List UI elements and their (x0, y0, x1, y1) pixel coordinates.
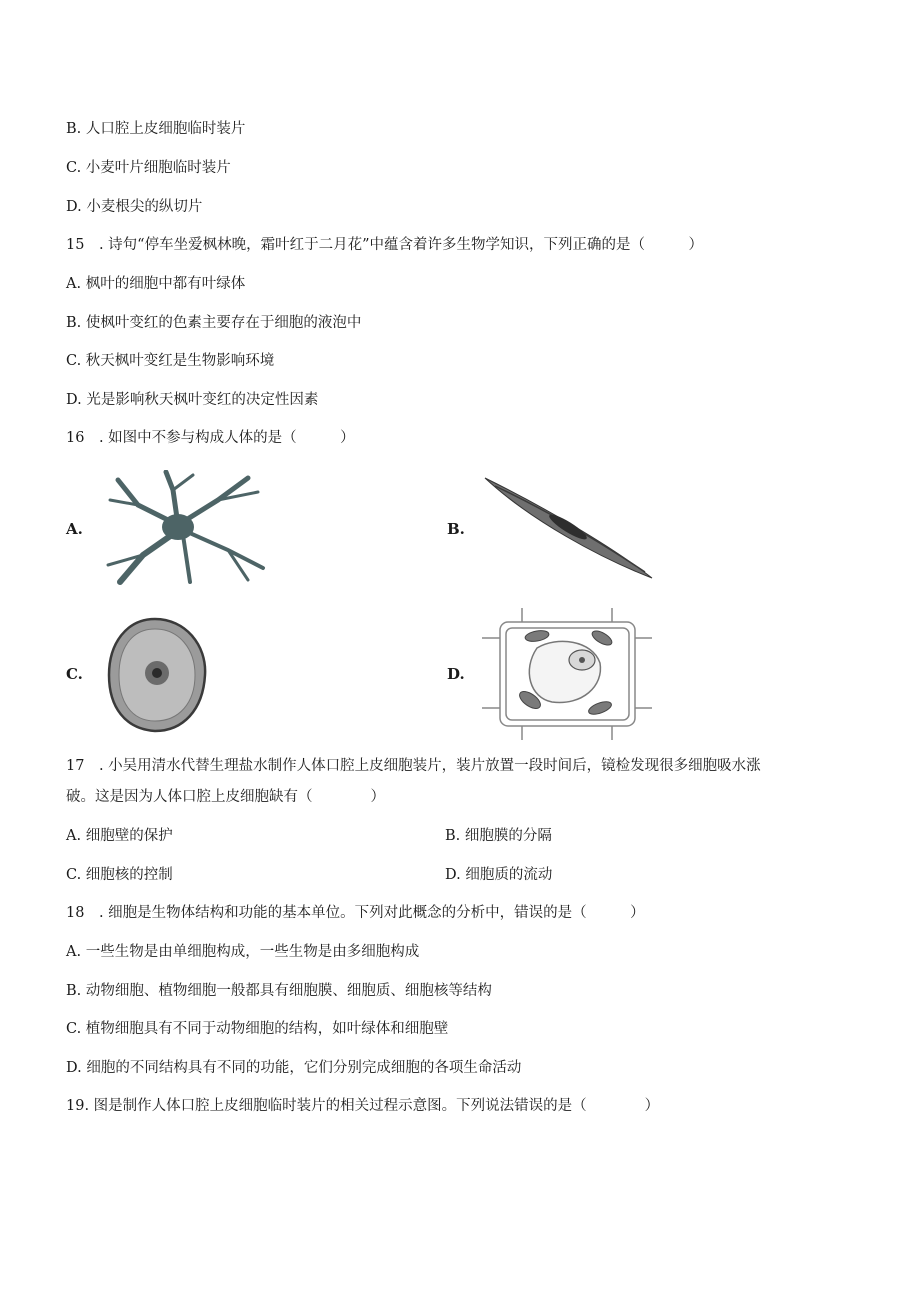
line-d-option: D. 小麦根尖的纵切片 (66, 199, 203, 215)
q18-option-c: C. 植物细胞具有不同于动物细胞的结构，如叶绿体和细胞壁 (66, 1021, 449, 1037)
figure-label-b: B. (447, 520, 465, 538)
figure-label-d: D. (447, 665, 465, 683)
line-c-option: C. 小麦叶片细胞临时装片 (66, 160, 231, 176)
q15-option-b: B. 使枫叶变红的色素主要存在于细胞的液泡中 (66, 315, 362, 331)
q17-option-a: A. 细胞壁的保护 (66, 828, 173, 844)
line-b-option: B. 人口腔上皮细胞临时装片 (66, 121, 246, 137)
q18-option-b: B. 动物细胞、植物细胞一般都具有细胞膜、细胞质、细胞核等结构 (66, 983, 492, 999)
plant-cell-figure (482, 608, 652, 740)
q18-option-d: D. 细胞的不同结构具有不同的功能，它们分别完成细胞的各项生命活动 (66, 1060, 522, 1076)
q18-option-a: A. 一些生物是由单细胞构成，一些生物是由多细胞构成 (66, 944, 420, 960)
q15-option-d: D. 光是影响秋天枫叶变红的决定性因素 (66, 392, 319, 408)
muscle-cell-figure (480, 470, 660, 585)
question-18: 18 . 细胞是生物体结构和功能的基本单位。下列对此概念的分析中，错误的是（ ） (66, 905, 645, 921)
q15-option-a: A. 枫叶的细胞中都有叶绿体 (66, 276, 246, 292)
q17-option-c: C. 细胞核的控制 (66, 867, 173, 883)
neuron-cell-figure (98, 470, 268, 590)
q17-option-b: B. 细胞膜的分隔 (445, 828, 552, 844)
question-15: 15 . 诗句“停车坐爱枫林晚，霜叶红于二月花”中蕴含着许多生物学知识，下列正确的是（ ） (66, 237, 703, 253)
q17-option-d: D. 细胞质的流动 (445, 867, 553, 883)
question-16: 16 . 如图中不参与构成人体的是（ ） (66, 430, 355, 446)
question-17: 17 . 小吴用清水代替生理盐水制作人体口腔上皮细胞装片，装片放置一段时间后，镜检发现很多细胞吸水涨 (66, 758, 761, 774)
figure-label-c: C. (66, 665, 83, 683)
figure-label-a: A. (66, 520, 83, 538)
q15-option-c: C. 秋天枫叶变红是生物影响环境 (66, 353, 275, 369)
question-17-cont: 破。这是因为人体口腔上皮细胞缺有（ ） (66, 789, 385, 805)
question-19: 19. 图是制作人体口腔上皮细胞临时装片的相关过程示意图。下列说法错误的是（ ） (66, 1098, 660, 1114)
epithelial-cell-figure (105, 615, 210, 735)
